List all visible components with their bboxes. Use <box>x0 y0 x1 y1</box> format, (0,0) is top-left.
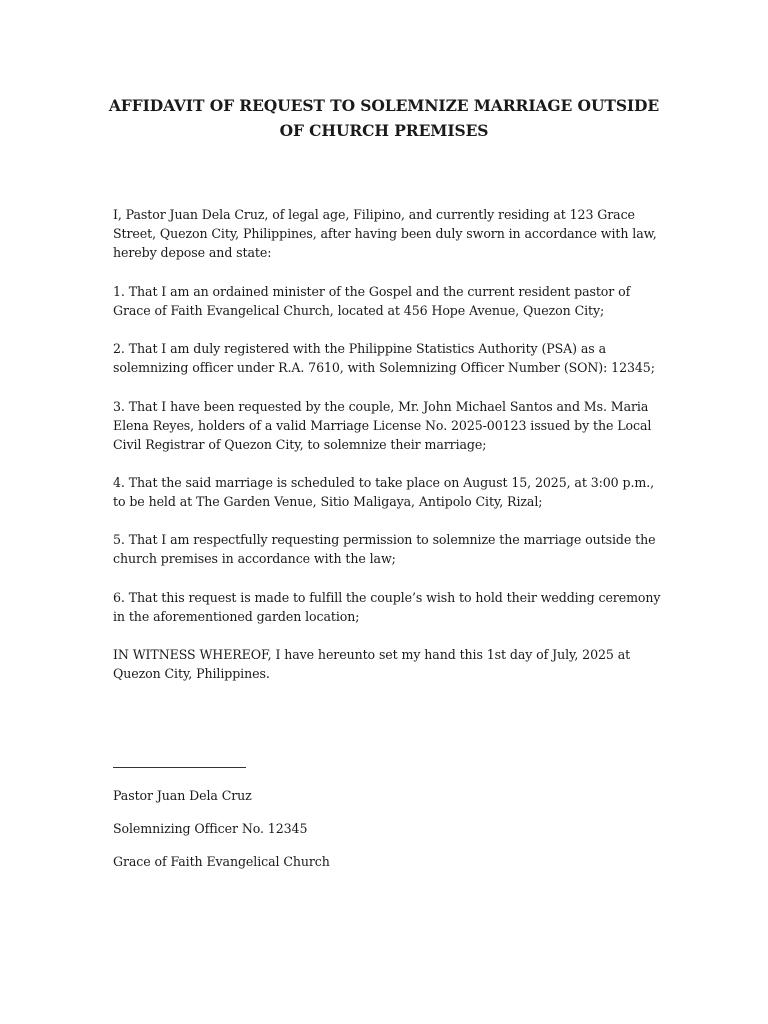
solemnizing-officer-number: Solemnizing Officer No. 12345 <box>113 821 308 836</box>
statement-paragraph-6: 6. That this request is made to fulfill the couple’s wish to hold their wedding ceremony in the aforementioned garden location; <box>113 590 661 624</box>
statement-paragraph-5: 5. That I am respectfully requesting permission to solemnize the marriage outside the church premises in accordance with the law; <box>113 532 656 566</box>
statement-paragraph-4: 4. That the said marriage is scheduled to take place on August 15, 2025, at 3:00 p.m., to be held at The Garden Venue, Sitio Maligaya, Antipolo City, Rizal; <box>113 475 654 509</box>
statement-paragraph-1: 1. That I am an ordained minister of the Gospel and the current resident pastor of Grace of Faith Evangelical Church, located at 456 Hope Avenue, Quezon City; <box>113 284 631 318</box>
signature-line <box>113 767 246 768</box>
signatory-name: Pastor Juan Dela Cruz <box>113 788 252 803</box>
intro-paragraph: I, Pastor Juan Dela Cruz, of legal age, Filipino, and currently residing at 123 Grace Street, Quezon City, Philippines, after having been duly sworn in accordance with law, hereby depose and state: <box>113 207 657 260</box>
statement-paragraph-2: 2. That I am duly registered with the Philippine Statistics Authority (PSA) as a solemnizing officer under R.A. 7610, with Solemnizing Officer Number (SON): 12345; <box>113 341 655 375</box>
church-name: Grace of Faith Evangelical Church <box>113 854 330 869</box>
witness-paragraph: IN WITNESS WHEREOF, I have hereunto set my hand this 1st day of July, 2025 at Quezon City, Philippines. <box>113 647 631 681</box>
document-title: AFFIDAVIT OF REQUEST TO SOLEMNIZE MARRIAGE OUTSIDE OF CHURCH PREMISES <box>108 96 660 140</box>
statement-paragraph-3: 3. That I have been requested by the couple, Mr. John Michael Santos and Ms. Maria Elena Reyes, holders of a valid Marriage License No. 2025-00123 issued by the Local Civil Registrar of Quezon City, to solemnize their marriage; <box>113 399 652 452</box>
